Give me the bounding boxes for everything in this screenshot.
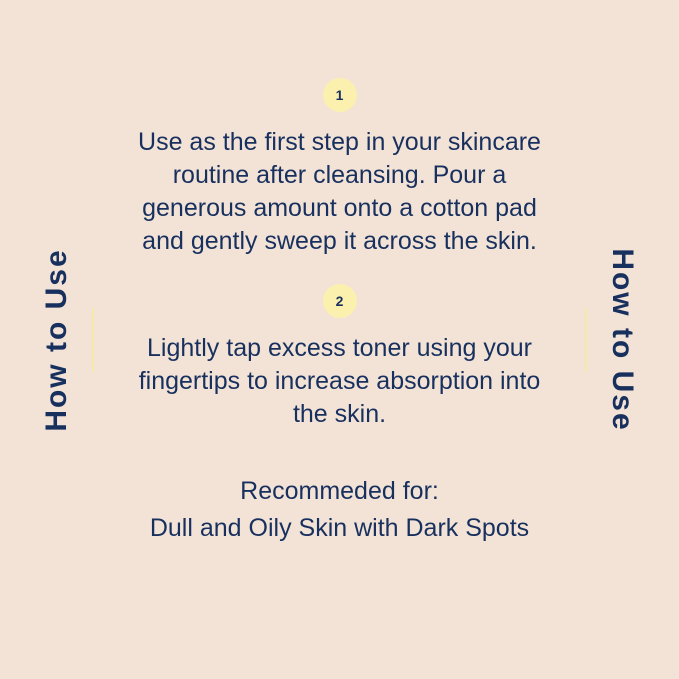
side-title-right: How to Use [606, 247, 639, 432]
side-title-left: How to Use [40, 247, 73, 432]
recommended-for-label: Recommeded for: [240, 477, 439, 505]
step-badge-2: 2 [323, 284, 357, 318]
step-text-2: Lightly tap excess toner using your fingertips to increase absorption into the skin. [138, 334, 541, 428]
accent-rule-left [92, 308, 94, 372]
instructions-content [120, 78, 559, 545]
spacer-two [120, 431, 559, 475]
accent-rule-right [585, 308, 587, 372]
spacer-one [120, 258, 559, 284]
step-badge-1: 1 [323, 78, 357, 112]
step-text-1: Use as the first step in your skincare routine after cleansing. Pour a generous amount onto a cotton pad and gently sweep it across the skin. [138, 128, 541, 255]
recommended-for-value: Dull and Oily Skin with Dark Spots [149, 514, 530, 542]
